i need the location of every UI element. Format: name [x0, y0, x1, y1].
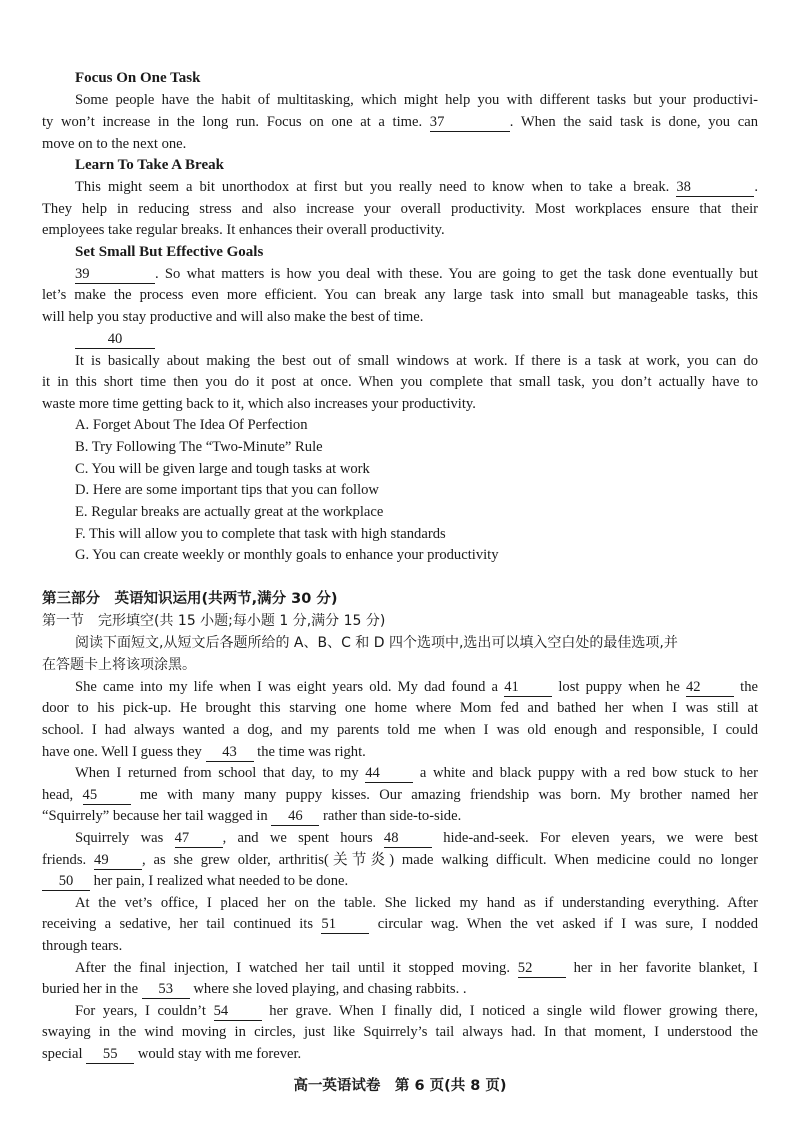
paragraph-line: 50 her pain, I realized what needed to be done. [42, 871, 758, 893]
section-title: 第一节 完形填空(共 15 小题;每小题 1 分,满分 15 分) [42, 613, 386, 629]
paragraph-line: For years, I couldn’t 54 her grave. When I finally did, I noticed a single wild flower growing there, [75, 1003, 758, 1019]
instruction-line: 阅读下面短文,从短文后各题所给的 A、B、C 和 D 四个选项中,选出可以填入空白处的最佳选项,并 [75, 635, 678, 651]
part-title: 第三部分 英语知识运用(共两节,满分 30 分) [42, 591, 338, 607]
answer-blank-49: 49 [94, 852, 142, 870]
instruction-line: 在答题卡上将该项涂黑。 [42, 657, 196, 673]
answer-blank-46: 46 [271, 808, 319, 826]
answer-blank-54: 54 [214, 1003, 262, 1021]
page-footer: 高一英语试卷 第 6 页(共 8 页) [293, 1078, 507, 1094]
paragraph-line: special 55 would stay with me forever. [42, 1046, 302, 1062]
answer-blank-51: 51 [321, 916, 369, 934]
answer-blank-50: 50 [42, 873, 90, 891]
answer-blank-40: 40 [75, 331, 155, 349]
option-item: D. Here are some important tips that you can follow [75, 482, 379, 498]
paragraph-line: ty won’t increase in the long run. Focus on one at a time. 37 . When the said task is done, you can [42, 114, 758, 130]
paragraph-line: They help in reducing stress and also increase your overall productivity. Most workplaces ensure that their [42, 201, 758, 217]
paragraph-line: Some people have the habit of multitasking, which might help you with different tasks but your productivi- [75, 92, 758, 108]
paragraph-line: swaying in the wind moving in circles, just like Squirrely’s tail always had. In that moment, I understood the [42, 1024, 758, 1040]
option-item: G. You can create weekly or monthly goals to enhance your productivity [75, 547, 499, 563]
answer-blank-44: 44 [365, 765, 413, 783]
paragraph-line: receiving a sedative, her tail continued its 51 circular wag. When the vet asked if I was sure, I nodded [42, 916, 759, 932]
paragraph-line: At the vet’s office, I placed her on the table. She licked my hand as if understanding everything. After [75, 895, 758, 911]
paragraph-line: When I returned from school that day, to my 44 a white and black puppy with a red bow stuck to her [75, 765, 759, 781]
paragraph-line: “Squirrely” because her tail wagged in 46 rather than side-to-side. [42, 808, 462, 824]
paragraph-line: buried her in the 53 where she loved playing, and chasing rabbits. . [42, 981, 467, 997]
answer-blank-52: 52 [518, 960, 566, 978]
paragraph-line: move on to the next one. [42, 136, 187, 152]
paragraph-line: will help you stay productive and will also make the best of time. [42, 309, 424, 325]
paragraph-line: friends. 49 , as she grew older, arthritis(关节炎) made walking difficult. When medicine could no longer [42, 852, 759, 868]
paragraph-line: head, 45 me with many many puppy kisses. Our amazing friendship was born. My brother named her [42, 787, 759, 803]
answer-blank-38: 38 [676, 179, 754, 197]
section-heading: Set Small But Effective Goals [75, 244, 264, 260]
paragraph-line [75, 329, 758, 351]
paragraph-line: through tears. [42, 938, 123, 954]
paragraph-line: 39 . So what matters is how you deal with these. You are going to get the task done eventually but [75, 266, 758, 282]
section-heading: Learn To Take A Break [75, 157, 224, 173]
answer-blank-39: 39 [75, 266, 155, 284]
option-item: E. Regular breaks are actually great at the workplace [75, 504, 384, 520]
paragraph-line: It is basically about making the best out of small windows at work. If there is a task at work, you can do [75, 353, 758, 369]
paragraph-line: This might seem a bit unorthodox at first but you really need to know when to take a break. 38 . [75, 179, 758, 195]
answer-blank-41: 41 [504, 679, 552, 697]
option-item: C. You will be given large and tough tasks at work [75, 461, 370, 477]
paragraph-line: employees take regular breaks. It enhances their overall productivity. [42, 222, 445, 238]
option-item: A. Forget About The Idea Of Perfection [75, 417, 308, 433]
section-heading: Focus On One Task [75, 70, 201, 86]
paragraph-line: door to his pick-up. He brought this starving one home where Mom fed and bathed her when I was still at [42, 700, 758, 716]
answer-blank-53: 53 [142, 981, 190, 999]
paragraph-line: have one. Well I guess they 43 the time was right. [42, 744, 366, 760]
option-item: F. This will allow you to complete that task with high standards [75, 526, 446, 542]
answer-blank-47: 47 [175, 830, 223, 848]
answer-blank-37: 37 [430, 114, 510, 132]
answer-blank-43: 43 [206, 744, 254, 762]
answer-blank-45: 45 [83, 787, 131, 805]
paragraph-line: school. I had always wanted a dog, and my parents told me when I was old enough and responsible, I could [42, 722, 758, 738]
paragraph-line: waste more time getting back to it, which also increases your productivity. [42, 396, 476, 412]
answer-blank-55: 55 [86, 1046, 134, 1064]
option-item: B. Try Following The “Two-Minute” Rule [75, 439, 323, 455]
paragraph-line: After the final injection, I watched her tail until it stopped moving. 52 her in her favorite blanket, I [75, 960, 758, 976]
answer-blank-48: 48 [384, 830, 432, 848]
answer-blank-42: 42 [686, 679, 734, 697]
paragraph-line: She came into my life when I was eight years old. My dad found a 41 lost puppy when he 42 the [75, 679, 759, 695]
paragraph-line: Squirrely was 47 , and we spent hours 48 hide-and-seek. For eleven years, we were best [75, 830, 758, 846]
paragraph-line: it in this short time then you do it post at once. When you complete that small task, you don’t actually have to [42, 374, 758, 390]
paragraph-line: let’s make the process even more efficient. You can break any large task into small but manageable tasks, this [42, 287, 758, 303]
